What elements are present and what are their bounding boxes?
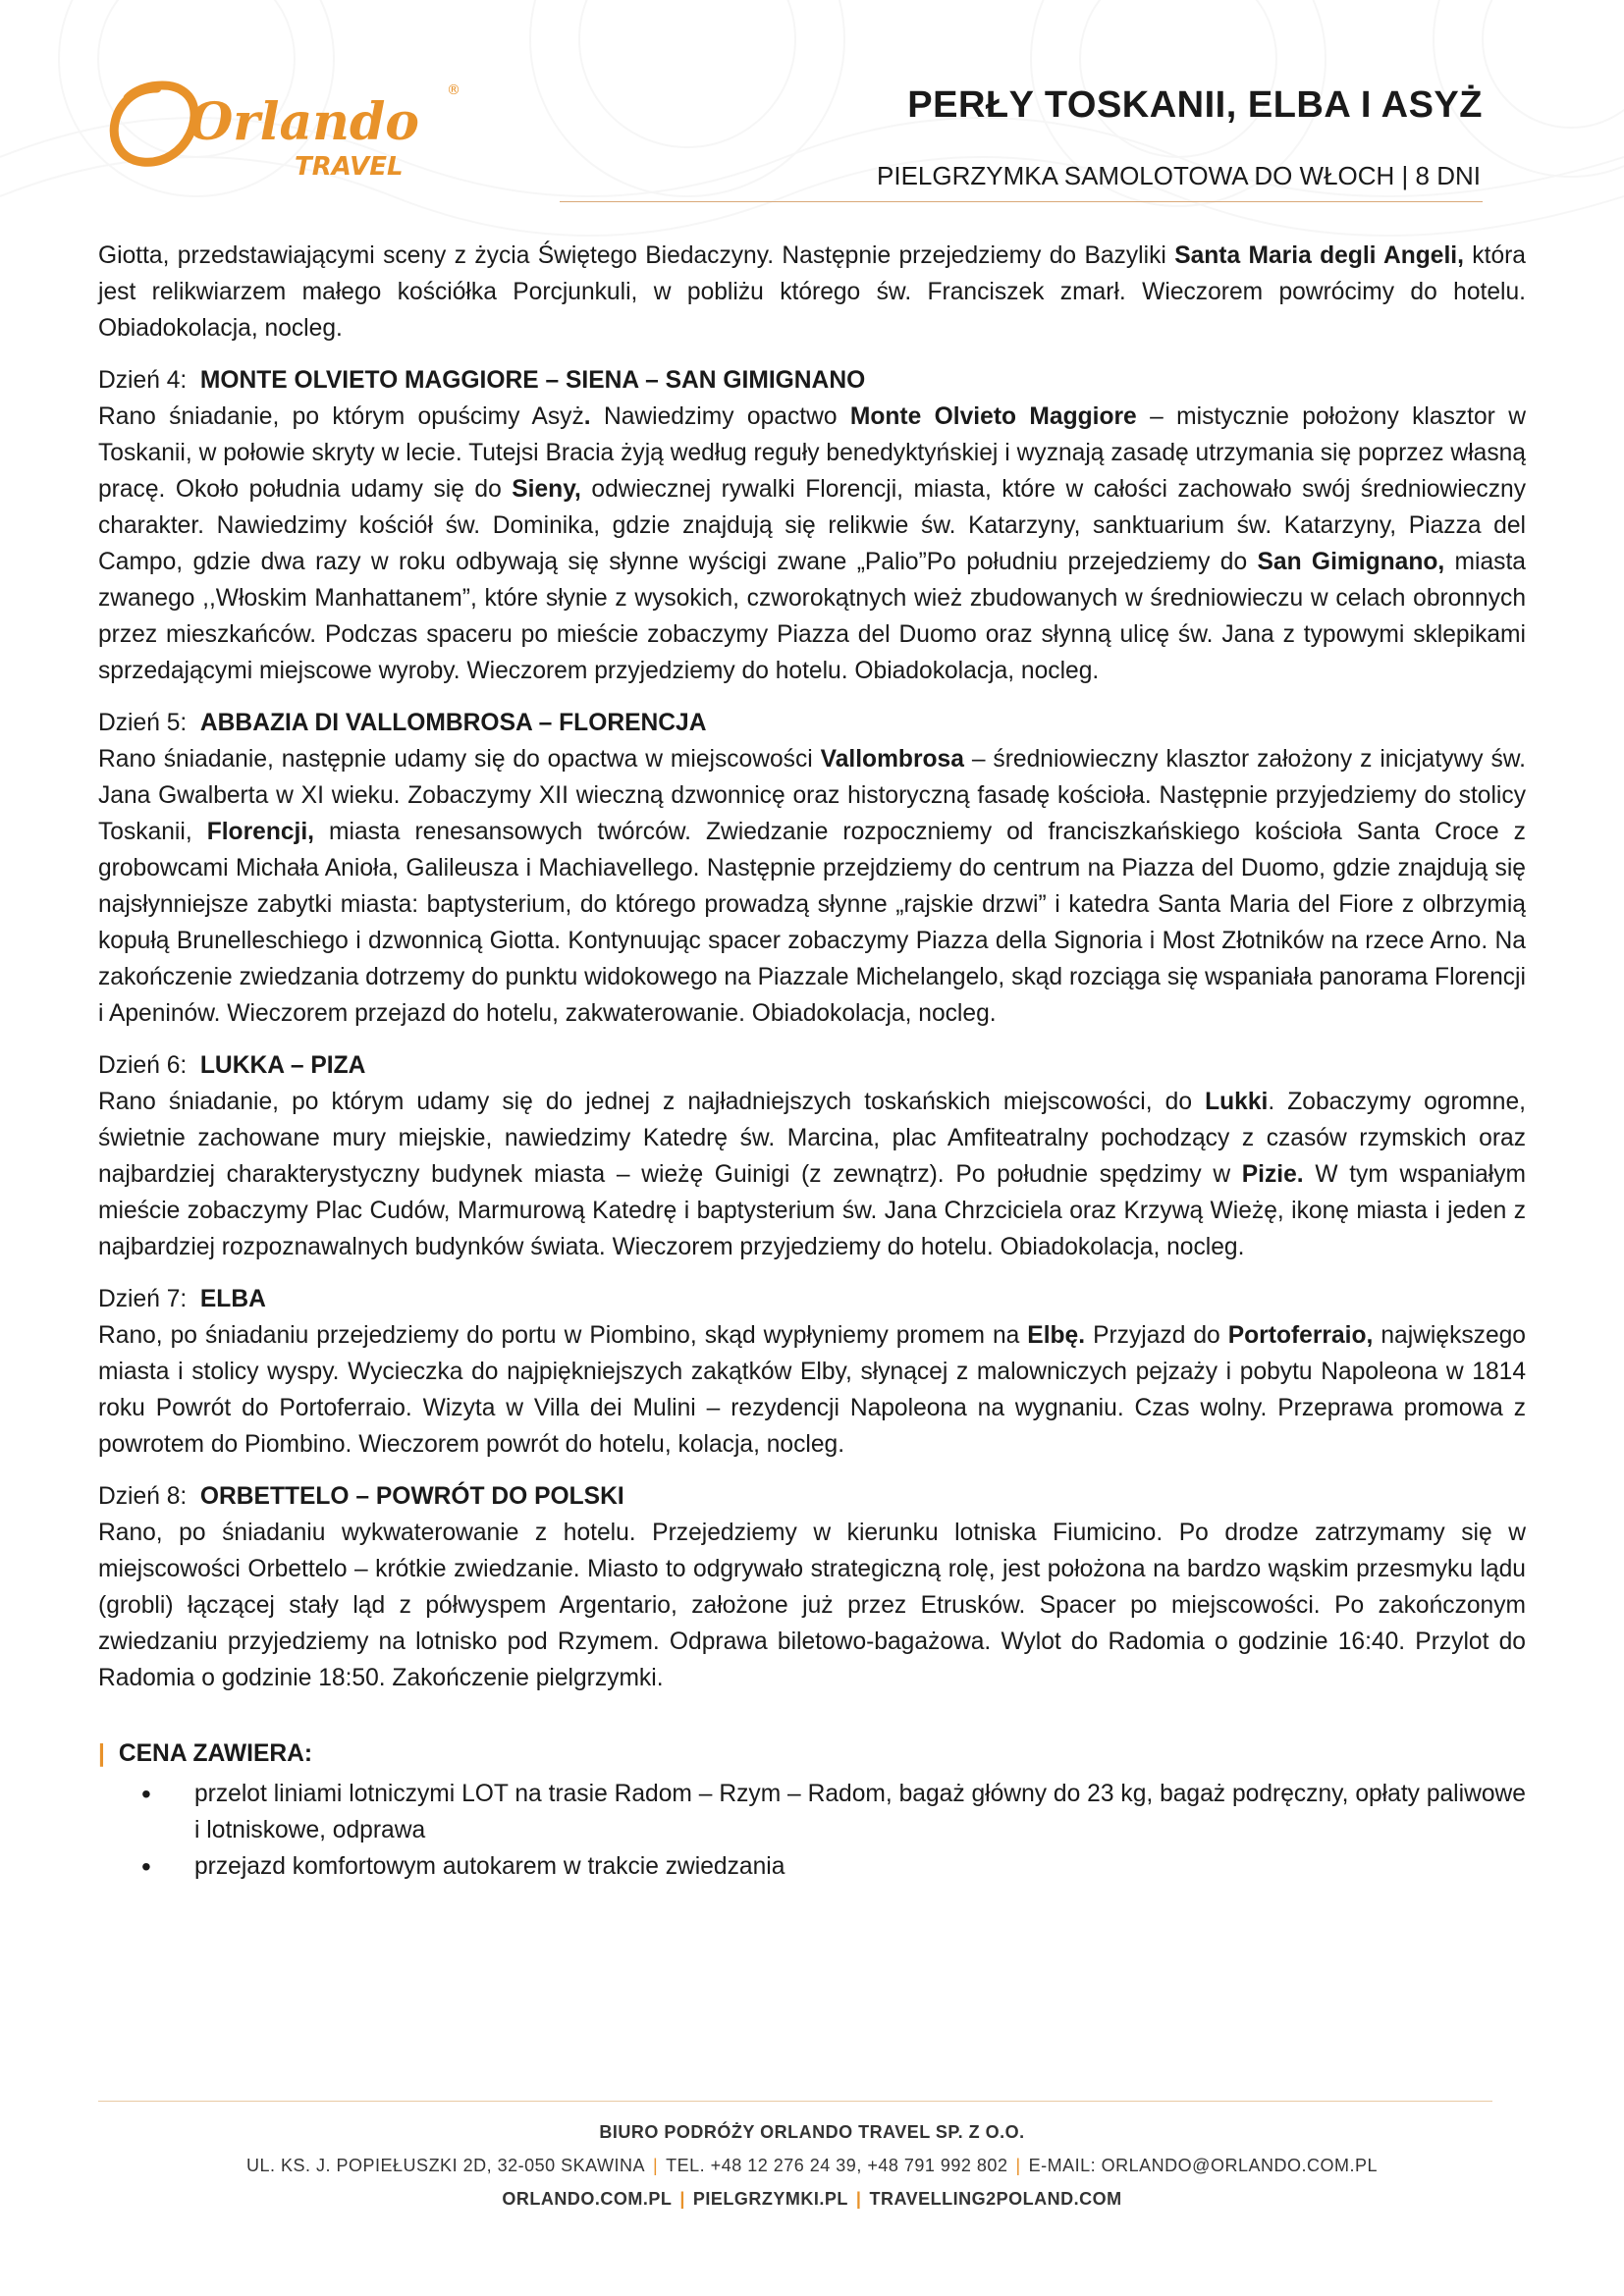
price-includes-heading bbox=[98, 1735, 1526, 1772]
footer-contact bbox=[0, 2156, 1624, 2176]
footer-link-pielgrzymki[interactable]: PIELGRZYMKI.PL bbox=[692, 2189, 848, 2209]
page-title: PERŁY TOSKANII, ELBA I ASYŻ bbox=[907, 84, 1483, 126]
day-5-section bbox=[98, 705, 1526, 1032]
day-5-heading: Dzień 5: ABBAZIA DI VALLOMBROSA – FLORENCJA bbox=[98, 710, 707, 736]
day-5-text: Rano śniadanie, następnie udamy się do opactwa w miejscowości Vallombrosa – średniowieczny klasztor założony z inicjatywy św. Jana Gwalberta w XI wieku. Zobaczymy XII wieczną dzwonnicę oraz historyczną fasadę kościoła. Następnie przyjedziemy do stolicy Toskanii, Florencji, miasta renesansowych twórców. Zwiedzanie rozpoczniemy od franciszkańskiego kościoła Santa Croce z grobowcami Michała Anioła, Galileusza i Machiavellego. Następnie przejdziemy do centrum na Piazza del Duomo, gdzie znajdują się najsłynniejsze zabytki miasta: baptysterium, do którego prowadzą słynne „rajskie drzwi” i katedra Santa Maria del Fiore z olbrzymią kopułą Brunelleschiego i dzwonnicą Giotta. Kontynuując spacer zobaczymy Piazza della Signoria i Most Złotników na rzece Arno. Na zakończenie zwiedzania dotrzemy do punktu widokowego na Piazzale Michelangelo, skąd rozciąga się wspaniała panorama Florencji i Apeninów. Wieczorem przejazd do hotelu, zakwaterowanie. Obiadokolacja, nocleg. bbox=[98, 746, 1526, 1027]
intro-paragraph: Giotta, przedstawiającymi sceny z życia Świętego Biedaczyny. Następnie przejedziemy do Bazyliki Santa Maria degli Angeli, która jest relikwiarzem małego kościółka Porcjunkuli, w pobliżu którego św. Franciszek zmarł. Wieczorem powrócimy do hotelu. Obiadokolacja, nocleg. bbox=[98, 242, 1526, 342]
footer-websites bbox=[0, 2189, 1624, 2210]
day-7-heading: Dzień 7: ELBA bbox=[98, 1286, 266, 1312]
footer-email[interactable]: E-MAIL: ORLANDO@ORLANDO.COM.PL bbox=[1028, 2156, 1378, 2175]
header-divider bbox=[560, 201, 1483, 202]
footer-phone: TEL. +48 12 276 24 39, +48 791 992 802 bbox=[666, 2156, 1008, 2175]
day-8-heading: Dzień 8: ORBETTELO – POWRÓT DO POLSKI bbox=[98, 1483, 624, 1510]
itinerary-content bbox=[98, 238, 1526, 1885]
section-marker: | bbox=[98, 1740, 105, 1767]
footer-link-orlando[interactable]: ORLANDO.COM.PL bbox=[502, 2189, 673, 2209]
page-subtitle: PIELGRZYMKA SAMOLOTOWA DO WŁOCH | 8 DNI bbox=[877, 161, 1481, 190]
footer-address: UL. KS. J. POPIEŁUSZKI 2D, 32-050 SKAWINA bbox=[246, 2156, 645, 2175]
day-4-heading: Dzień 4: MONTE OLVIETO MAGGIORE – SIENA – SAN GIMIGNANO bbox=[98, 367, 866, 394]
footer-company: BIURO PODRÓŻY ORLANDO TRAVEL SP. Z O.O. bbox=[599, 2122, 1025, 2142]
logo-wordmark: Orlando bbox=[189, 92, 419, 152]
day-8-text: Rano, po śniadaniu wykwaterowanie z hotelu. Przejedziemy w kierunku lotniska Fiumicino. Po drodze zatrzymamy się w miejscowości Orbettelo – krótkie zwiedzanie. Miasto to odgrywało strategiczną rolę, jest położona na bardzo wąskim przesmyku lądu (grobli) łączącej stały ląd z półwyspem Argentario, założone już przez Etrusków. Spacer po miejscowości. Po zakończonym zwiedzaniu przyjedziemy na lotnisko pod Rzymem. Odprawa biletowo-bagażowa. Wylot do Radomia o godzinie 16:40. Przylot do Radomia o godzinie 18:50. Zakończenie pielgrzymki. bbox=[98, 1520, 1526, 1691]
logo-registered-mark: ® bbox=[447, 82, 460, 98]
list-item: • przelot liniami lotniczymi LOT na trasie Radom – Rzym – Radom, bagaż główny do 23 kg, bagaż podręczny, opłaty paliwowe i lotniskowe, odprawa bbox=[194, 1776, 1526, 1848]
logo-subword: TRAVEL bbox=[295, 152, 404, 182]
footer-separator: | bbox=[652, 2156, 659, 2175]
orlando-travel-logo bbox=[98, 69, 471, 187]
day-6-text: Rano śniadanie, po którym udamy się do jednej z najładniejszych toskańskich miejscowości, do Lukki. Zobaczymy ogromne, świetnie zachowane mury miejskie, nawiedzimy Katedrę św. Marcina, plac Amfiteatralny pochodzący z czasów rzymskich oraz najbardziej charakterystyczny budynek miasta – wieżę Guinigi (z zewnątrz). Po południe spędzimy w Pizie. W tym wspaniałym mieście zobaczymy Plac Cudów, Marmurową Katedrę i baptysterium św. Jana Chrzciciela oraz Krzywą Wieżę, ikonę miasta i jeden z najbardziej rozpoznawalnych budynków świata. Wieczorem przyjedziemy do hotelu. Obiadokolacja, nocleg. bbox=[98, 1089, 1527, 1260]
footer-link-travelling2poland[interactable]: TRAVELLING2POLAND.COM bbox=[869, 2189, 1122, 2209]
day-4-text: Rano śniadanie, po którym opuścimy Asyż. Nawiedzimy opactwo Monte Olvieto Maggiore – mistycznie położony klasztor w Toskanii, w połowie skryty w lecie. Tutejsi Bracia żyją według reguły benedyktyńskiej i wyznają zasadę utrzymania się poprzez własną pracę. Około południa udamy się do Sieny, odwiecznej rywalki Florencji, miasta, które w całości zachowało swój średniowieczny charakter. Nawiedzimy kościół św. Dominika, gdzie znajdują się relikwie św. Katarzyny, sanktuarium św. Katarzyny, Piazza del Campo, gdzie dwa razy w roku odbywają się słynne wyścigi zwane „Palio”Po południu przejedziemy do San Gimignano, miasta zwanego ,,Włoskim Manhattanem”, które słynie z wysokich, czworokątnych wież zbudowanych w średniowieczu w celach obronnych przez mieszkańców. Podczas spaceru po mieście zobaczymy Piazza del Duomo oraz słynną ulicę św. Jana z typowymi sklepikami sprzedającymi miejscowe wyroby. Wieczorem przyjedziemy do hotelu. Obiadokolacja, nocleg. bbox=[98, 403, 1526, 684]
list-item: • przejazd komfortowym autokarem w trakcie zwiedzania bbox=[194, 1848, 1526, 1885]
footer-separator: | bbox=[855, 2189, 862, 2209]
footer-divider bbox=[98, 2101, 1492, 2102]
page-header bbox=[0, 0, 1624, 226]
day-4-section bbox=[98, 362, 1526, 689]
day-6-section bbox=[98, 1047, 1526, 1265]
price-includes-list bbox=[98, 1776, 1526, 1885]
day-7-text: Rano, po śniadaniu przejedziemy do portu w Piombino, skąd wypłyniemy promem na Elbę. Przyjazd do Portoferraio, największego miasta i stolicy wyspy. Wycieczka do najpiękniejszych zakątków Elby, słynącej z malowniczych pejzaży i pobytu Napoleona w 1814 roku Powrót do Portoferraio. Wizyta w Villa dei Mulini – rezydencji Napoleona na wygnaniu. Czas wolny. Przeprawa promowa z powrotem do Piombino. Wieczorem powrót do hotelu, kolacja, nocleg. bbox=[98, 1322, 1526, 1458]
day-8-section bbox=[98, 1478, 1526, 1696]
price-includes-label: CENA ZAWIERA: bbox=[118, 1740, 313, 1767]
footer-separator: | bbox=[1015, 2156, 1021, 2175]
footer-separator: | bbox=[679, 2189, 685, 2209]
day-6-heading: Dzień 6: LUKKA – PIZA bbox=[98, 1052, 366, 1079]
day-7-section bbox=[98, 1281, 1526, 1463]
